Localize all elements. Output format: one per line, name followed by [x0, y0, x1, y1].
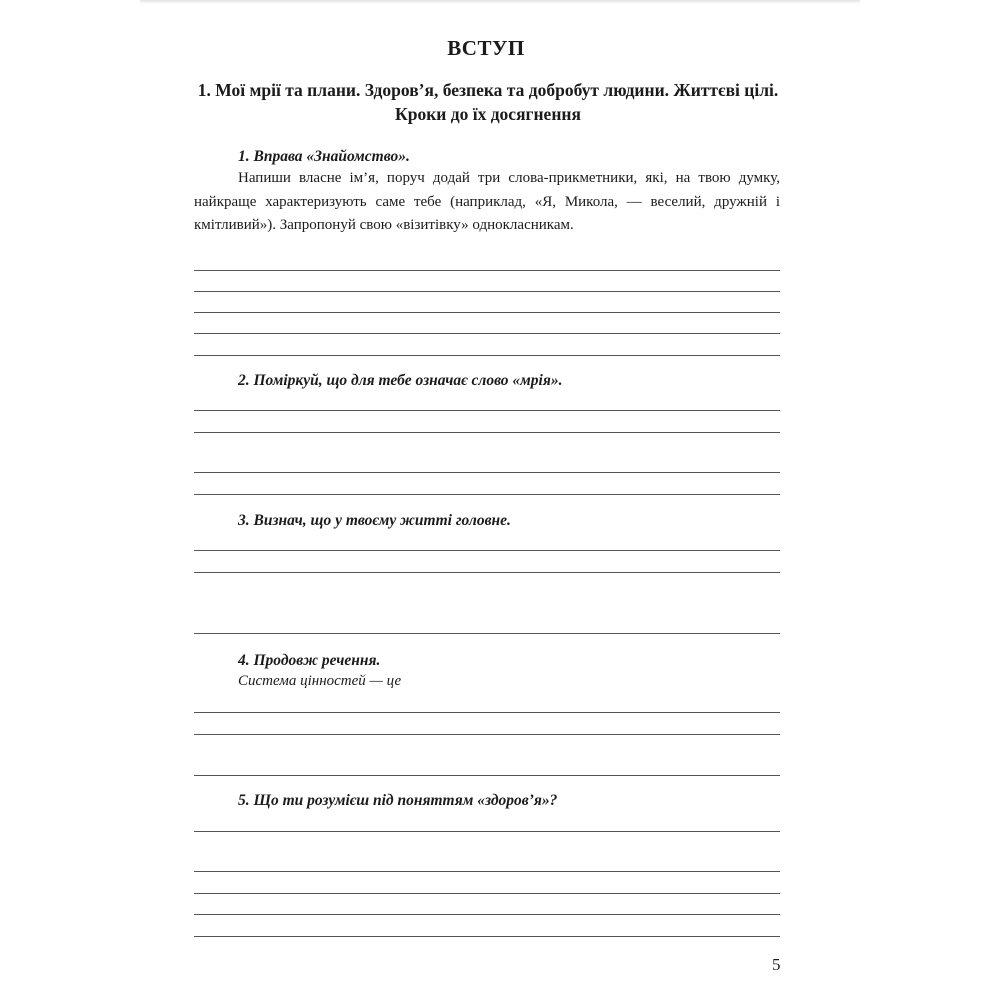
task-1-title: 1. Вправа «Знайомство».	[238, 148, 410, 165]
answer-line[interactable]	[194, 312, 780, 313]
task-5-title: 5. Що ти розумієш під поняттям «здоров’я»?	[238, 792, 558, 809]
task-3-title: 3. Визнач, що у твоєму житті головне.	[238, 512, 511, 529]
task-1-text: Напиши власне ім’я, поруч додай три слова-прикметники, які, на твою думку, найкраще характеризують саме тебе (наприклад, «Я, Микола, — веселий, дружній і кмітливий»). Запропонуй свою «візитівку» однокласникам.	[194, 170, 780, 233]
answer-line[interactable]	[194, 355, 780, 356]
answer-line[interactable]	[194, 291, 780, 292]
answer-line[interactable]	[194, 410, 780, 411]
answer-line[interactable]	[194, 893, 780, 894]
answer-line[interactable]	[194, 633, 780, 634]
topic-title: 1. Мої мрії та плани. Здоров’я, безпека та добробут людини. Життєві цілі. Кроки до їх досягнення	[197, 80, 779, 124]
answer-line[interactable]	[194, 734, 780, 735]
answer-line[interactable]	[194, 775, 780, 776]
answer-line[interactable]	[194, 472, 780, 473]
answer-line[interactable]	[194, 494, 780, 495]
answer-line[interactable]	[194, 871, 780, 872]
answer-line[interactable]	[194, 270, 780, 271]
task-4-prompt: Система цінностей — це	[238, 673, 402, 689]
page-number: 5	[772, 955, 781, 974]
section-title: ВСТУП	[447, 36, 525, 60]
answer-line[interactable]	[194, 550, 780, 551]
answer-line[interactable]	[194, 432, 780, 433]
answer-line[interactable]	[194, 712, 780, 713]
answer-line[interactable]	[194, 914, 780, 915]
task-4-title: 4. Продовж речення.	[238, 652, 381, 669]
answer-line[interactable]	[194, 572, 780, 573]
task-2-title: 2. Поміркуй, що для тебе означає слово «мрія».	[238, 372, 563, 389]
answer-line[interactable]	[194, 936, 780, 937]
answer-line[interactable]	[194, 831, 780, 832]
answer-line[interactable]	[194, 333, 780, 334]
